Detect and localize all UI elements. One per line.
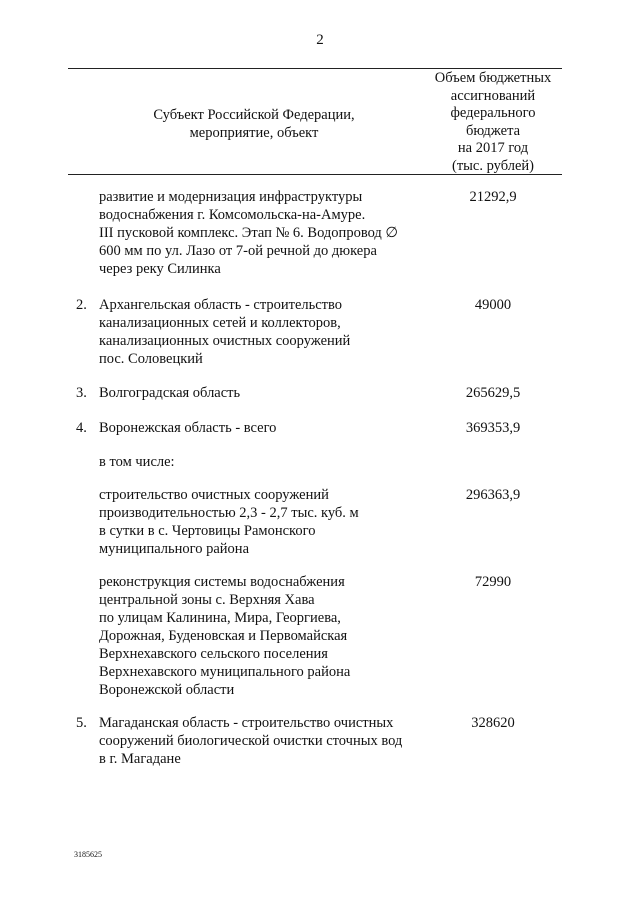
row-description-line: строительство очистных сооружений [99,487,329,503]
row-budget-value: 21292,9 [469,189,517,205]
row-description-line: производительностью 2,3 - 2,7 тыс. куб. м [99,505,359,521]
row-number: 2. [76,297,87,313]
header-subject-line: мероприятие, объект [189,125,319,141]
header-budget-line: на 2017 год [457,140,529,156]
row-description-line: Верхнехавского муниципального района [99,664,351,680]
row-description-line: III пусковой комплекс. Этап № 6. Водопровод ∅ [99,225,399,241]
row-description-line: канализационных сетей и коллекторов, [99,315,341,331]
row-description-line: Верхнехавского сельского поселения [99,646,328,662]
row-description-line: центральной зоны с. Верхняя Хава [99,592,315,608]
row-description-line: Архангельская область - строительство [99,297,343,313]
row-description-line: муниципального района [99,541,249,557]
header-budget-line: бюджета [465,122,521,139]
header-budget-line: Объем бюджетных [434,70,552,86]
row-description [99,419,419,437]
document-code: 3185625 [74,850,102,859]
row-number: 4. [76,420,87,436]
row-description-line: в сутки в с. Чертовицы Рамонского [99,523,316,539]
row-budget-value: 296363,9 [465,487,521,503]
row-description-line: по улицам Калинина, Мира, Георгиева, [99,610,341,626]
header-budget-line: федерального [450,105,536,121]
row-description [99,714,419,768]
row-description [99,384,419,402]
row-description-line: водоснабжения г. Комсомольска-на-Амуре. [99,207,366,223]
row-description-line: сооружений биологической очистки сточных вод [99,733,403,749]
row-budget-value: 328620 [471,715,515,731]
row-description-line: Дорожная, Буденовская и Первомайская [99,628,348,644]
header-subject-line: Субъект Российской Федерации, [153,107,355,123]
row-number: 3. [76,385,87,401]
row-budget-value: 72990 [474,574,512,590]
row-description-line: реконструкция системы водоснабжения [99,574,345,590]
row-description-line: Воронежская область - всего [99,420,277,436]
row-description-line: Магаданская область - строительство очистных [99,715,394,731]
row-description-line: Воронежской области [99,682,235,698]
row-description-line: через реку Силинка [99,261,221,277]
row-description-line: 600 мм по ул. Лазо от 7-ой речной до дюкера [99,243,377,259]
header-budget-line: (тыс. рублей) [452,157,534,174]
row-budget-value: 265629,5 [465,385,521,401]
row-description [99,573,419,699]
header-budget-line: ассигнований [450,87,536,104]
row-description [99,296,419,368]
header-budget-column [420,70,566,175]
row-description-line: развитие и модернизация инфраструктуры [99,189,363,205]
row-description-line: Волгоградская область [99,385,241,401]
row-description-line: канализационных очистных сооружений [99,333,351,349]
header-subject-column [96,106,412,142]
row-number: 5. [76,715,87,731]
row-description [99,453,419,471]
row-budget-value: 49000 [474,297,512,313]
table-top-rule [68,68,562,69]
row-budget-value: 369353,9 [465,420,521,436]
row-description [99,486,419,558]
page-number: 2 [316,32,324,48]
table-header-bottom-rule [68,174,562,175]
row-description [99,188,419,278]
row-description-line: в том числе: [99,454,175,470]
row-description-line: пос. Соловецкий [99,351,203,367]
row-description-line: в г. Магадане [99,751,181,767]
